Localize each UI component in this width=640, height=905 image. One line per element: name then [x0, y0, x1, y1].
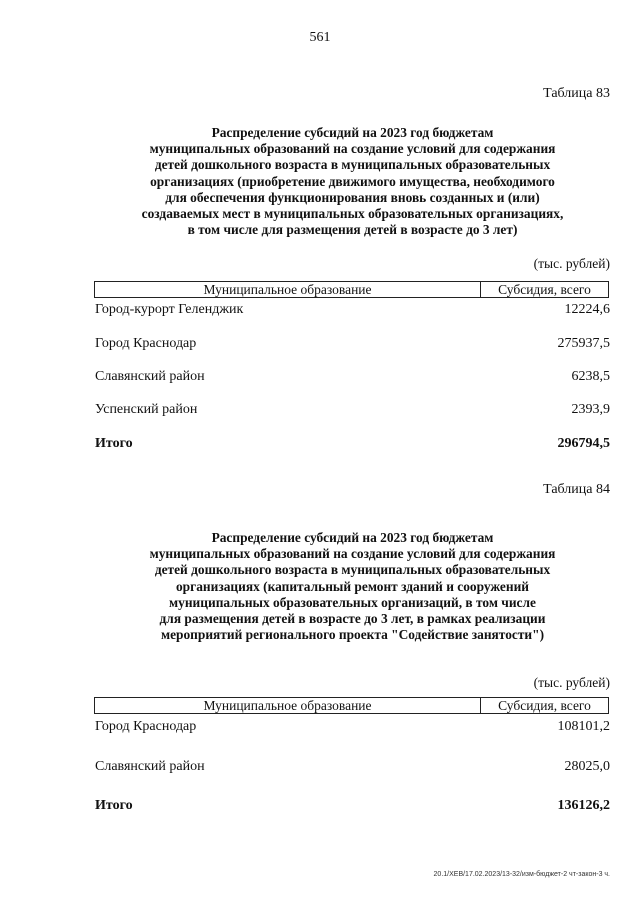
- row-name: Город Краснодар: [95, 719, 197, 734]
- units-label: (тыс. рублей): [533, 675, 610, 690]
- table-row: [95, 402, 610, 418]
- table-row: [95, 336, 610, 352]
- title-line: детей дошкольного возраста в муниципальных образовательных: [154, 562, 551, 578]
- title-line: муниципальных образований на создание условий для содержания: [149, 141, 556, 157]
- table-label: Таблица 83: [543, 86, 610, 101]
- column-header-municipality: Муниципальное образование: [95, 282, 481, 297]
- row-name: Успенский район: [95, 402, 198, 417]
- title-line: мероприятий регионального проекта "Содействие занятости"): [160, 627, 545, 643]
- row-value: 2393,9: [571, 402, 610, 417]
- units-label: (тыс. рублей): [533, 256, 610, 271]
- title-line: создаваемых мест в муниципальных образовательных организациях,: [141, 206, 564, 222]
- row-value: 6238,5: [571, 369, 610, 384]
- total-row: [95, 436, 610, 452]
- row-name: Город Краснодар: [95, 336, 197, 351]
- total-row: [95, 798, 610, 814]
- table-header: [94, 697, 609, 714]
- page-number: 561: [309, 30, 331, 45]
- title-line: муниципальных образований на создание условий для содержания: [149, 546, 556, 562]
- row-name: Славянский район: [95, 759, 205, 774]
- table-title: [95, 530, 610, 643]
- table-row: [95, 719, 610, 735]
- table-title: [95, 125, 610, 238]
- row-value: 28025,0: [564, 759, 610, 774]
- row-value: 12224,6: [564, 302, 610, 317]
- row-name: Город-курорт Геленджик: [95, 302, 244, 317]
- title-line: организациях (капитальный ремонт зданий и сооружений: [175, 578, 530, 594]
- table-row: [95, 302, 610, 318]
- column-header-subsidy: Субсидия, всего: [498, 698, 591, 713]
- total-value: 296794,5: [557, 436, 610, 451]
- total-label: Итого: [95, 436, 133, 451]
- table-header: [94, 281, 609, 298]
- title-line: для обеспечения функционирования вновь созданных и (или): [165, 189, 540, 205]
- table-label: Таблица 84: [543, 482, 610, 497]
- total-label: Итого: [95, 798, 133, 813]
- title-line: в том числе для размещения детей в возрасте до 3 лет): [187, 222, 518, 238]
- total-value: 136126,2: [557, 798, 610, 813]
- table-row: [95, 369, 610, 385]
- column-header-municipality: Муниципальное образование: [95, 698, 481, 713]
- document-footer: 20.1/ХЕВ/17.02.2023/13-32/изм-бюджет-2 чт-закон-3 ч.: [433, 871, 610, 878]
- row-value: 108101,2: [557, 719, 610, 734]
- title-line: Распределение субсидий на 2023 год бюджетам: [211, 530, 494, 545]
- title-line: организациях (приобретение движимого имущества, необходимого: [150, 173, 555, 189]
- row-name: Славянский район: [95, 369, 205, 384]
- title-line: Распределение субсидий на 2023 год бюджетам: [211, 125, 494, 140]
- table-row: [95, 759, 610, 775]
- column-header-subsidy: Субсидия, всего: [498, 282, 591, 297]
- title-line: для размещения детей в возрасте до 3 лет, в рамках реализации: [159, 611, 546, 627]
- title-line: детей дошкольного возраста в муниципальных образовательных: [154, 157, 551, 173]
- title-line: муниципальных образовательных организаций, в том числе: [169, 594, 536, 610]
- row-value: 275937,5: [557, 336, 610, 351]
